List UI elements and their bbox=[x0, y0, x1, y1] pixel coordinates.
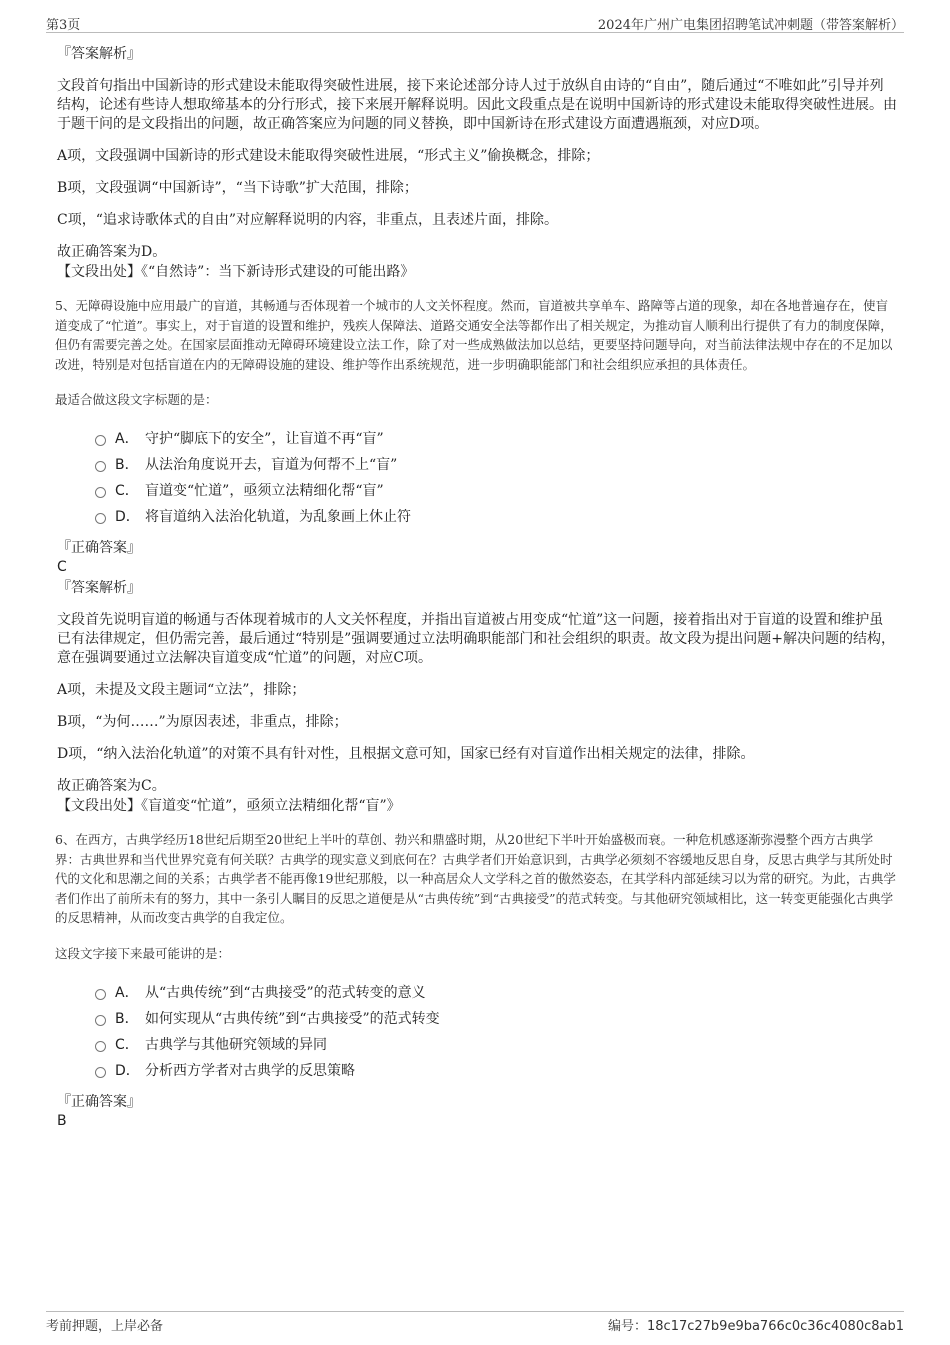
radio-icon[interactable] bbox=[95, 1041, 106, 1052]
option-d[interactable]: D． 将盲道纳入法治化轨道，为乱象画上休止符 bbox=[95, 504, 897, 530]
option-a[interactable]: A． 守护“脚底下的安全”，让盲道不再“盲” bbox=[95, 426, 897, 452]
page-number: 第3页 bbox=[46, 18, 81, 33]
question-5-options bbox=[95, 426, 897, 530]
analysis-item-a: A项，未提及文段主题词“立法”，排除； bbox=[57, 682, 306, 698]
option-b[interactable]: B． 如何实现从“古典传统”到“古典接受”的范式转变 bbox=[95, 1006, 897, 1032]
analysis-item-b: B项，文段强调“中国新诗”，“当下诗歌”扩大范围，排除； bbox=[57, 180, 418, 196]
correct-answer: B bbox=[57, 1112, 67, 1129]
question-6-stem: 这段文字接下来最可能讲的是： bbox=[55, 945, 231, 961]
radio-icon[interactable] bbox=[95, 435, 106, 446]
analysis-text: 文段首先说明盲道的畅通与否体现着城市的人文关怀程度，并指出盲道被占用变成“忙道”这一问题，接着指出对于盲道的设置和维护虽已有法律规定，但仍需完善，最后通过“特别是”强调要通过立法明确职能部门和社会组织的职责。故文段为提出问题+解决问题的结构，意在强调要通过立法解决盲道变成“忙道”的问题，对应C项。 bbox=[57, 612, 896, 666]
analysis-item-b: B项，“为何……”为原因表述，非重点，排除； bbox=[57, 714, 348, 730]
correct-answer: C bbox=[57, 559, 67, 575]
radio-icon[interactable] bbox=[95, 1067, 106, 1078]
analysis-text: 文段首句指出中国新诗的形式建设未能取得突破性进展，接下来论述部分诗人过于放纵自由诗的“自由”，随后通过“不唯如此”引导并列结构，论述有些诗人想取缔基本的分行形式，接下来展开解释说明。因此文段重点是在说明中国新诗的形式建设未能取得突破性进展。由于题干问的是文段指出的问题，故正确答案应为问题的同义替换，即中国新诗在形式建设方面遭遇瓶颈，对应D项。 bbox=[57, 78, 897, 132]
correct-answer-label: 『正确答案』 bbox=[57, 1093, 141, 1110]
question-5-stem: 最适合做这段文字标题的是： bbox=[55, 392, 218, 407]
question-6-text: 6、在西方，古典学经历18世纪后期至20世纪上半叶的草创、勃兴和鼎盛时期，从20世纪下半叶开始盛极而衰。一种危机感逐渐弥漫整个西方古典学界：古典世界和当代世界究竟有何关联？古典学的现实意义到底何在？古典学者们开始意识到，古典学必须刻不容缓地反思自身，反思古典学与其所处时代的文化和思潮之间的关系；古典学者不能再像19世纪那般，以一种高居众人文学科之首的傲然姿态，在其学科内部延续习以为常的研究。为此，古典学者们作出了前所未有的努力，其中一条引人瞩目的反思之道便是从“古典传统”到“古典接受”的范式转变。与其他研究领域相比，这一转变更能强化古典学的反思精神，从而改变古典学的自我定位。 bbox=[55, 832, 896, 925]
radio-icon[interactable] bbox=[95, 989, 106, 1000]
correct-answer-label: 『正确答案』 bbox=[57, 540, 141, 556]
analysis-conclusion: 故正确答案为D。 bbox=[57, 244, 167, 260]
option-d[interactable]: D． 分析西方学者对古典学的反思策略 bbox=[95, 1058, 897, 1084]
option-a[interactable]: A． 从“古典传统”到“古典接受”的范式转变的意义 bbox=[95, 980, 897, 1006]
document-title: 2024年广州广电集团招聘笔试冲刺题（带答案解析） bbox=[597, 18, 904, 33]
question-5-text: 5、无障碍设施中应用最广的盲道，其畅通与否体现着一个城市的人文关怀程度。然而，盲道被共享单车、路障等占道的现象，却在各地普遍存在，使盲道变成了“忙道”。事实上，对于盲道的设置和维护，残疾人保障法、道路交通安全法等都作出了相关规定，为推动盲人顺利出行提供了有力的制度保障，但仍有需要完善之处。在国家层面推动无障碍环境建设立法工作，除了对一些成熟做法加以总结，更要坚持问题导向，对当前法律法规中存在的不足加以改进，特别是对包括盲道在内的无障碍设施的建设、维护等作出系统规范，进一步明确职能部门和社会组织应承担的具体责任。 bbox=[55, 298, 893, 372]
page-footer bbox=[46, 1311, 904, 1332]
passage-source: 【文段出处】《“自然诗”：当下新诗形式建设的可能出路》 bbox=[57, 264, 415, 280]
radio-icon[interactable] bbox=[95, 487, 106, 498]
radio-icon[interactable] bbox=[95, 1015, 106, 1026]
analysis-label: 『答案解析』 bbox=[57, 46, 141, 62]
passage-source: 【文段出处】《盲道变“忙道”，亟须立法精细化帮“盲”》 bbox=[57, 798, 401, 814]
analysis-item-d: D项，“纳入法治化轨道”的对策不具有针对性，且根据文意可知，国家已经有对盲道作出相关规定的法律，排除。 bbox=[57, 746, 755, 762]
page-header bbox=[46, 12, 904, 33]
analysis-item-a: A项，文段强调中国新诗的形式建设未能取得突破性进展，“形式主义”偷换概念，排除； bbox=[57, 148, 600, 164]
analysis-item-c: C项，“追求诗歌体式的自由”对应解释说明的内容，非重点，且表述片面，排除。 bbox=[57, 212, 559, 228]
option-c[interactable]: C． 古典学与其他研究领域的异同 bbox=[95, 1032, 897, 1058]
option-c[interactable]: C． 盲道变“忙道”，亟须立法精细化帮“盲” bbox=[95, 478, 897, 504]
footer-slogan: 考前押题，上岸必备 bbox=[46, 1319, 164, 1334]
option-b[interactable]: B． 从法治角度说开去，盲道为何帮不上“盲” bbox=[95, 452, 897, 478]
radio-icon[interactable] bbox=[95, 513, 106, 524]
page-content bbox=[57, 44, 897, 1130]
radio-icon[interactable] bbox=[95, 461, 106, 472]
analysis-conclusion: 故正确答案为C。 bbox=[57, 778, 166, 794]
document-code: 编号：18c17c27b9e9ba766c0c36c4080c8ab1 bbox=[607, 1319, 904, 1334]
question-6-options bbox=[95, 980, 897, 1084]
analysis-label: 『答案解析』 bbox=[57, 580, 141, 596]
